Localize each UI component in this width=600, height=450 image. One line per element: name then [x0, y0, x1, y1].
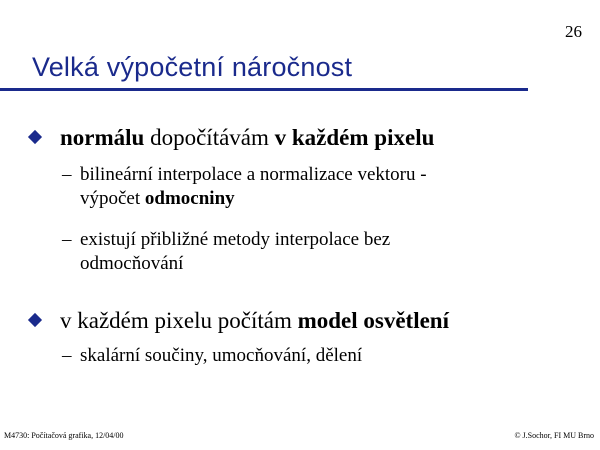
bullet-normal-per-pixel	[30, 124, 434, 152]
bullet-text	[60, 124, 434, 152]
dash: –	[62, 229, 72, 250]
sub-bullet-operations	[62, 344, 532, 368]
title-underline	[0, 88, 528, 91]
sub-bullet-text: výpočet	[80, 188, 145, 209]
sub-bullet-line: existují přibližné metody interpolace bez	[80, 229, 391, 250]
diamond-bullet-icon	[28, 313, 42, 327]
footer-copyright: © J.Sochor, FI MU Brno	[514, 431, 594, 440]
sub-bullet-continuation	[62, 187, 532, 211]
bullet-lighting-model	[30, 307, 449, 335]
bullet-text-part: v každém pixelu počítám	[60, 308, 298, 333]
bullet-text-part: model osvětlení	[297, 308, 449, 333]
bullet-text	[60, 307, 449, 335]
bullet-text-part: normálu	[60, 125, 145, 150]
slide-title: Velká výpočetní náročnost	[32, 52, 353, 82]
footer-course-info: M4730: Počítačová grafika, 12/04/00	[4, 431, 124, 440]
sub-bullet-line: skalární součiny, umocňování, dělení	[80, 345, 363, 366]
bullet-text-part: dopočítávám	[144, 125, 275, 150]
page-number: 26	[565, 22, 582, 41]
sub-bullet-approximate-methods	[62, 228, 532, 276]
dash: –	[62, 164, 72, 185]
dash: –	[62, 345, 72, 366]
diamond-bullet-icon	[28, 130, 42, 144]
sub-bullet-line: bilineární interpolace a normalizace vektoru -	[80, 164, 427, 185]
sub-bullet-bilinear	[62, 163, 532, 211]
sub-bullet-continuation: odmocňování	[80, 253, 184, 274]
sub-bullet-bold-text: odmocniny	[144, 188, 235, 209]
bullet-text-part: v každém pixelu	[274, 125, 435, 150]
